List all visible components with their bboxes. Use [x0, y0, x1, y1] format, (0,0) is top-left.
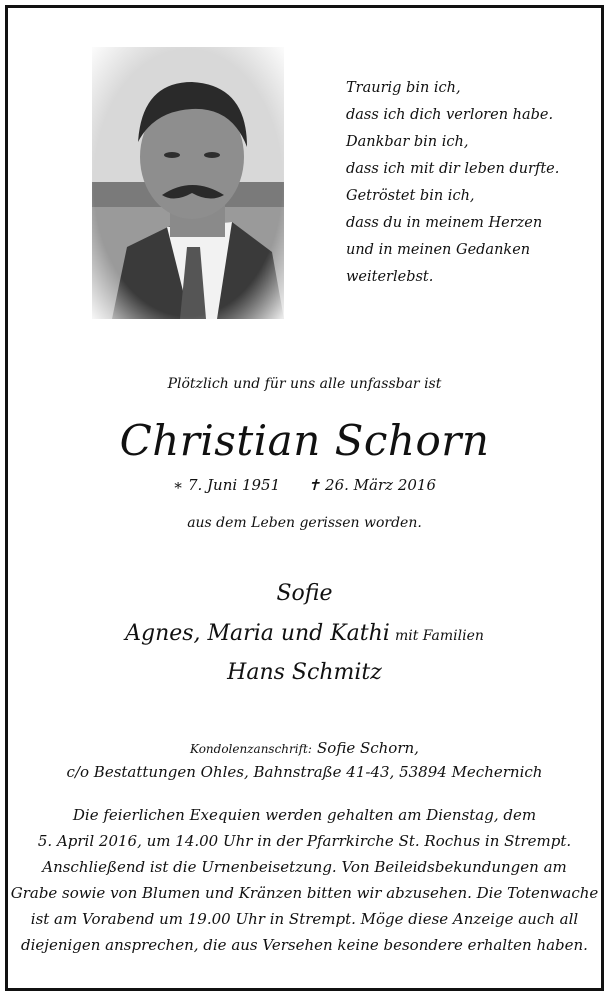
notice-line: Die feierlichen Exequien werden gehalten am Dienstag, dem [72, 806, 537, 824]
notice-line: 5. April 2016, um 14.00 Uhr in der Pfarrkirche St. Rochus in Strempt. [37, 832, 572, 850]
life-dates [8, 476, 601, 494]
poem-line: Getröstet bin ich, [346, 188, 475, 204]
outro-text: aus dem Leben gerissen worden. [187, 515, 422, 531]
family-line-2 [8, 621, 601, 646]
family-line-3: Hans Schmitz [227, 660, 382, 685]
poem-line: Dankbar bin ich, [346, 134, 469, 150]
notice-line: Grabe sowie von Blumen und Kränzen bitten wir abzusehen. Die Totenwache [10, 884, 599, 902]
obituary-card [5, 5, 604, 991]
notice-line: Anschließend ist die Urnenbeisetzung. Von Beileidsbekundungen am [42, 858, 567, 876]
poem-line: dass du in meinem Herzen [346, 215, 543, 231]
death-cross-icon: ✝ [307, 476, 321, 494]
poem-line: Traurig bin ich, [346, 80, 461, 96]
family-names: Agnes, Maria und Kathi [125, 621, 390, 646]
birth-symbol-icon: ∗ [172, 476, 184, 494]
deceased-name: Christian Schorn [119, 416, 490, 465]
condolence-label: Kondolenzanschrift: [190, 742, 312, 756]
poem-line: dass ich mit dir leben durfte. [346, 161, 560, 177]
family-line-1: Sofie [276, 581, 333, 606]
service-notice [8, 802, 601, 958]
intro-text: Plötzlich und für uns alle unfassbar ist [167, 376, 442, 392]
poem-line: dass ich dich verloren habe. [346, 107, 554, 123]
condolence-name: Sofie Schorn, [317, 739, 419, 757]
condolence-line [8, 738, 601, 757]
poem-line: und in meinen Gedanken [346, 242, 531, 258]
death-date: 26. März 2016 [325, 476, 436, 494]
poem-line: weiterlebst. [346, 269, 434, 285]
portrait-photo [92, 47, 284, 319]
family-suffix: mit Familien [394, 628, 484, 644]
birth-date: 7. Juni 1951 [187, 476, 281, 494]
notice-line: ist am Vorabend um 19.00 Uhr in Strempt. Möge diese Anzeige auch all [30, 910, 579, 928]
condolence-address: c/o Bestattungen Ohles, Bahnstraße 41-43, 53894 Mechernich [66, 763, 543, 781]
poem [346, 75, 586, 291]
portrait-image [92, 47, 284, 319]
notice-line: diejenigen ansprechen, die aus Versehen keine besondere erhalten haben. [21, 936, 588, 954]
